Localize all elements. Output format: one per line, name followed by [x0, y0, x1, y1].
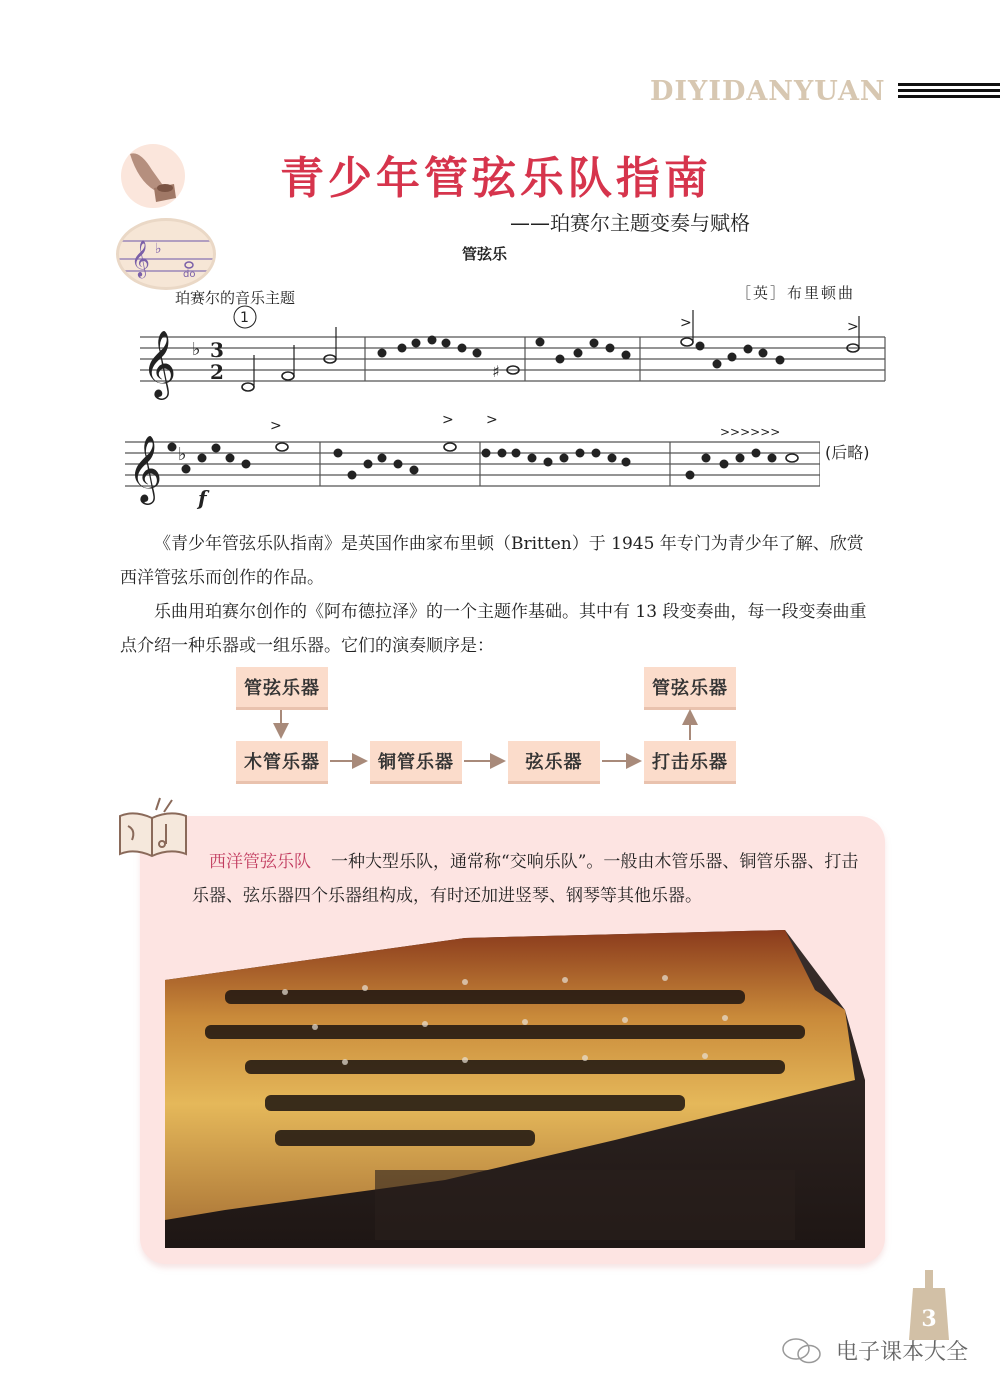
- unit-header-label: DIYIDANYUAN: [650, 76, 886, 107]
- svg-text:𝄞: 𝄞: [131, 239, 150, 277]
- wechat-icon: [780, 1336, 824, 1366]
- flow-step-brass: 铜管乐器: [370, 741, 462, 781]
- orchestra-photo: [165, 930, 865, 1248]
- svg-text:>: >: [270, 418, 282, 434]
- svg-text:♯: ♯: [492, 362, 500, 381]
- flow-step-orchestra-end: 管弦乐器: [644, 667, 736, 707]
- svg-text:>: >: [680, 315, 692, 331]
- genre-label: 管弦乐: [462, 245, 508, 263]
- watermark-text: 电子课本大全: [836, 1340, 969, 1365]
- info-term: 西洋管弦乐队: [209, 852, 311, 872]
- svg-text:♭: ♭: [155, 241, 162, 257]
- svg-text:>: >: [442, 412, 454, 428]
- info-definition: [192, 845, 872, 913]
- composer-credit: ［英］布里顿曲: [736, 284, 856, 302]
- svg-text:>>>>>>: >>>>>>: [720, 425, 781, 439]
- svg-text:3: 3: [921, 1306, 937, 1332]
- svg-text:>: >: [486, 412, 498, 428]
- watermark: [780, 1335, 968, 1366]
- flow-step-orchestra-start: 管弦乐器: [236, 667, 328, 707]
- info-definition-text: 一种大型乐队，通常称“交响乐队”。一般由木管乐器、铜管乐器、打击乐器、弦乐器四个乐器组构成，有时还加进竖琴、钢琴等其他乐器。: [192, 852, 859, 906]
- open-book-icon: [116, 796, 190, 862]
- svg-text:f: f: [198, 486, 207, 510]
- solfege-note-label: do: [183, 269, 196, 280]
- svg-text:>: >: [847, 319, 859, 335]
- page-subtitle: ——珀赛尔主题变奏与赋格: [510, 211, 750, 235]
- flow-step-percussion: 打击乐器: [644, 741, 736, 781]
- page-title: 青少年管弦乐队指南: [280, 153, 712, 204]
- flow-step-strings: 弦乐器: [508, 741, 600, 781]
- svg-text:♭: ♭: [178, 444, 187, 465]
- svg-text:♭: ♭: [192, 339, 201, 360]
- omitted-label: (后略): [825, 443, 870, 462]
- theme-label: 珀赛尔的音乐主题: [175, 289, 296, 307]
- svg-text:3: 3: [210, 338, 224, 362]
- svg-text:1: 1: [240, 310, 249, 326]
- intro-paragraph-1: 《青少年管弦乐队指南》是英国作曲家布里顿（Britten）于 1945 年专门为青少年了解、欣赏西洋管弦乐而创作的作品。: [120, 534, 864, 588]
- svg-text:𝄞: 𝄞: [142, 329, 177, 397]
- intro-paragraph-2: 乐曲用珀赛尔创作的《阿布德拉泽》的一个主题作基础。其中有 13 段变奏曲，每一段变奏曲重点介绍一种乐器或一组乐器。它们的演奏顺序是：: [120, 602, 867, 656]
- flow-step-woodwind: 木管乐器: [236, 741, 328, 781]
- svg-text:2: 2: [210, 360, 224, 384]
- svg-text:𝄞: 𝄞: [128, 434, 163, 502]
